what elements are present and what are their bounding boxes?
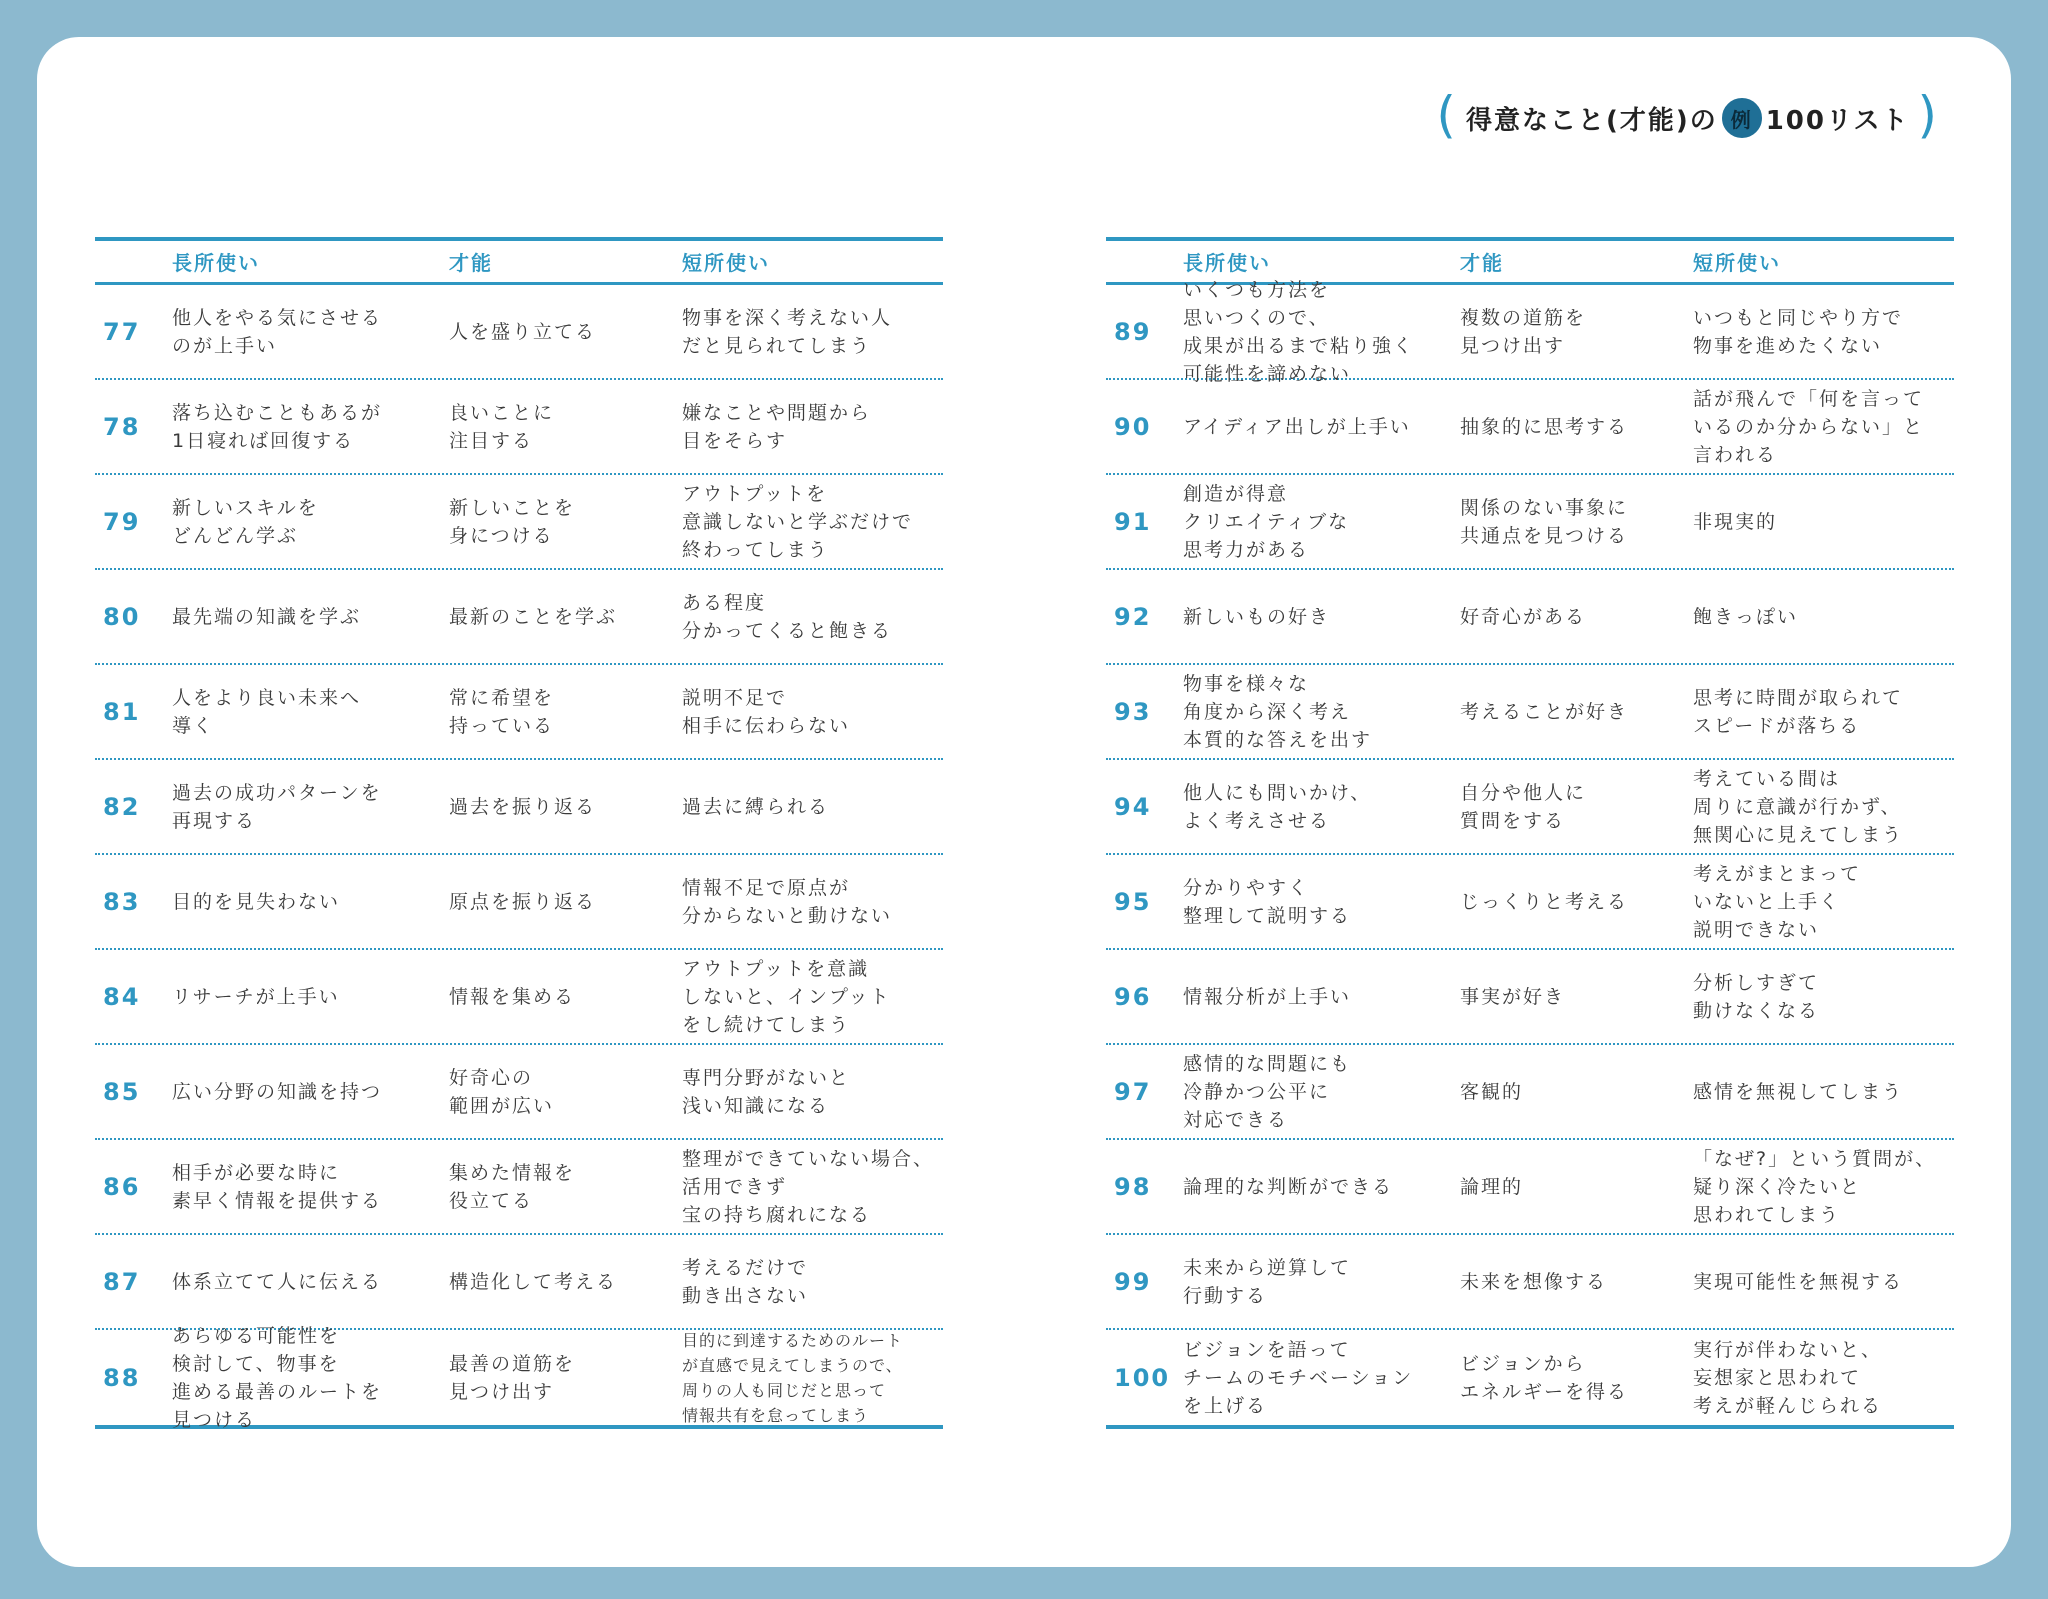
- weakness-use-cell: 実行が伴わないと、 妄想家と思われて 考えが軽んじられる: [1693, 1338, 1883, 1417]
- example-badge-label: 例: [1730, 107, 1753, 132]
- talent-cell: 考えることが好き: [1460, 700, 1629, 723]
- strength-use-cell: 最先端の知識を学ぶ: [172, 605, 362, 628]
- header-strong: 長所使い: [172, 251, 260, 275]
- row-number: 97: [1114, 1077, 1152, 1106]
- talent-cell: 客観的: [1460, 1080, 1524, 1103]
- talent-cell: 情報を集める: [449, 985, 576, 1008]
- row-number: 80: [103, 602, 141, 631]
- header-talent: 才能: [1460, 251, 1504, 275]
- row-number: 99: [1114, 1267, 1152, 1296]
- weakness-use-cell: 情報不足で原点が 分からないと動けない: [682, 876, 893, 927]
- strength-use-cell: リサーチが上手い: [172, 985, 340, 1008]
- weakness-use-cell: 説明不足で 相手に伝わらない: [682, 686, 851, 737]
- strength-use-cell: 人をより良い未来へ 導く: [172, 686, 362, 737]
- strength-use-cell: 落ち込むこともあるが 1日寝れば回復する: [172, 401, 383, 452]
- header-weak: 短所使い: [1693, 251, 1781, 275]
- strength-use-cell: 目的を見失わない: [172, 890, 341, 913]
- weakness-use-cell: ある程度 分かってくると飽きる: [682, 591, 893, 642]
- weakness-use-cell: 感情を無視してしまう: [1693, 1080, 1904, 1103]
- weakness-use-cell: 実現可能性を無視する: [1693, 1270, 1904, 1293]
- table-row: [95, 1235, 943, 1330]
- talent-cell: 事実が好き: [1460, 985, 1566, 1008]
- talent-cell: 複数の道筋を 見つけ出す: [1460, 306, 1587, 357]
- table-row: [95, 380, 943, 475]
- row-number: 94: [1114, 792, 1152, 821]
- header-strong: 長所使い: [1183, 251, 1271, 275]
- talent-cell: 原点を振り返る: [449, 890, 597, 913]
- weakness-use-cell: 嫌なことや問題から 目をそらす: [682, 401, 872, 452]
- row-number: 91: [1114, 507, 1152, 536]
- strength-use-cell: 新しいもの好き: [1183, 605, 1331, 628]
- book-spread: [37, 37, 2011, 1567]
- table-row: [95, 665, 943, 760]
- talent-cell: 構造化して考える: [449, 1270, 618, 1293]
- row-number: 86: [103, 1172, 141, 1201]
- strength-use-cell: 感情的な問題にも 冷静かつ公平に 対応できる: [1183, 1052, 1352, 1131]
- talent-cell: 常に希望を 持っている: [449, 686, 555, 737]
- talent-cell: 集めた情報を 役立てる: [449, 1161, 576, 1212]
- strength-use-cell: 創造が得意 クリエイティブな 思考力がある: [1183, 482, 1350, 561]
- title-text-after: 100リスト: [1765, 105, 1910, 136]
- row-number: 82: [103, 792, 141, 821]
- example-badge-icon: [1722, 98, 1762, 138]
- weakness-use-cell: 過去に縛られる: [682, 795, 830, 818]
- row-number: 87: [103, 1267, 141, 1296]
- strength-use-cell: 広い分野の知識を持つ: [172, 1080, 383, 1103]
- strength-use-cell: 論理的な判断ができる: [1183, 1175, 1394, 1198]
- table-row: [1106, 475, 1954, 570]
- table-row: [1106, 278, 1954, 385]
- strength-use-cell: 他人にも問いかけ、 よく考えさせる: [1183, 781, 1372, 832]
- strength-use-cell: 情報分析が上手い: [1183, 985, 1352, 1008]
- row-number: 88: [103, 1363, 141, 1392]
- table-row: [95, 950, 943, 1045]
- talent-cell: 過去を振り返る: [449, 795, 597, 818]
- row-number: 78: [103, 412, 141, 441]
- close-paren-decoration: ): [1917, 86, 1939, 144]
- weakness-use-cell: 考えがまとまって いないと上手く 説明できない: [1693, 862, 1862, 941]
- table-row: [95, 285, 943, 380]
- weakness-use-cell: いつもと同じやり方で 物事を進めたくない: [1693, 306, 1904, 357]
- weakness-use-cell: 思考に時間が取られて スピードが落ちる: [1693, 686, 1904, 737]
- strength-use-cell: 未来から逆算して 行動する: [1183, 1256, 1352, 1307]
- row-number: 79: [103, 507, 141, 536]
- row-number: 93: [1114, 697, 1152, 726]
- weakness-use-cell: 専門分野がないと 浅い知識になる: [682, 1066, 851, 1117]
- talent-cell: じっくりと考える: [1460, 890, 1629, 913]
- strength-use-cell: 分かりやすく 整理して説明する: [1183, 876, 1352, 927]
- talent-cell: ビジョンから エネルギーを得る: [1460, 1352, 1629, 1403]
- strength-use-cell: 体系立てて人に伝える: [172, 1270, 383, 1293]
- row-number: 92: [1114, 602, 1152, 631]
- talent-cell: 最善の道筋を 見つけ出す: [449, 1352, 576, 1403]
- row-number: 81: [103, 697, 141, 726]
- weakness-use-cell: 話が飛んで「何を言って いるのか分からない」と 言われる: [1693, 387, 1925, 466]
- row-number: 83: [103, 887, 141, 916]
- table-row: [95, 1324, 943, 1431]
- weakness-use-cell: 考えるだけで 動き出さない: [682, 1256, 809, 1307]
- row-number: 100: [1114, 1363, 1171, 1392]
- section-title: [1436, 86, 1939, 144]
- strength-use-cell: いくつも方法を 思いつくので、 成果が出るまで粘り強く 可能性を諦めない: [1183, 278, 1415, 385]
- strength-use-cell: 物事を様々な 角度から深く考え 本質的な答えを出す: [1183, 672, 1373, 751]
- table-row: [95, 1140, 943, 1235]
- table-row: [95, 760, 943, 855]
- weakness-use-cell: 飽きっぽい: [1693, 605, 1799, 628]
- weakness-use-cell: 考えている間は 周りに意識が行かず、 無関心に見えてしまう: [1693, 767, 1904, 846]
- talent-cell: 未来を想像する: [1460, 1270, 1608, 1293]
- row-number: 85: [103, 1077, 141, 1106]
- talent-cell: 関係のない事象に 共通点を見つける: [1460, 496, 1629, 547]
- row-number: 77: [103, 317, 141, 346]
- table-row: [1106, 1045, 1954, 1140]
- row-number: 95: [1114, 887, 1152, 916]
- talent-table-left: [95, 237, 943, 1429]
- talent-cell: 好奇心がある: [1460, 605, 1587, 628]
- talent-cell: 良いことに 注目する: [449, 401, 555, 452]
- weakness-use-cell: アウトプットを 意識しないと学ぶだけで 終わってしまう: [682, 482, 914, 561]
- weakness-use-cell: 整理ができていない場合、 活用できず 宝の持ち腐れになる: [682, 1147, 935, 1226]
- header-talent: 才能: [449, 251, 493, 275]
- strength-use-cell: 他人をやる気にさせる のが上手い: [172, 306, 383, 357]
- strength-use-cell: あらゆる可能性を 検討して、物事を 進める最善のルートを 見つける: [172, 1324, 383, 1431]
- talent-cell: 論理的: [1460, 1175, 1524, 1198]
- row-number: 84: [103, 982, 141, 1011]
- talent-cell: 人を盛り立てる: [449, 320, 597, 343]
- weakness-use-cell: 目的に到達するためのルート が直感で見えてしまうので、 周りの人も同じだと思って 情報共有を怠ってしまう: [682, 1330, 904, 1425]
- table-row: [1106, 760, 1954, 855]
- table-row: [1106, 380, 1954, 475]
- table-row: [1106, 665, 1954, 760]
- table-header: [95, 241, 943, 285]
- strength-use-cell: ビジョンを語って チームのモチベーション を上げる: [1183, 1338, 1414, 1417]
- table-row: [95, 570, 943, 665]
- strength-use-cell: 過去の成功パターンを 再現する: [172, 781, 382, 832]
- table-row: [1106, 950, 1954, 1045]
- talent-cell: 自分や他人に 質問をする: [1460, 781, 1587, 832]
- strength-use-cell: 新しいスキルを どんどん学ぶ: [172, 496, 319, 547]
- row-number: 96: [1114, 982, 1152, 1011]
- talent-cell: 新しいことを 身につける: [449, 496, 576, 547]
- weakness-use-cell: 分析しすぎて 動けなくなる: [1693, 971, 1820, 1022]
- table-row: [95, 855, 943, 950]
- weakness-use-cell: 「なぜ?」という質問が、 疑り深く冷たいと 思われてしまう: [1693, 1147, 1937, 1226]
- table-row: [1106, 1235, 1954, 1330]
- row-number: 89: [1114, 317, 1152, 346]
- row-number: 90: [1114, 412, 1152, 441]
- row-number: 98: [1114, 1172, 1152, 1201]
- talent-table-right: [1106, 237, 1954, 1429]
- open-paren-decoration: (: [1436, 86, 1458, 144]
- talent-cell: 最新のことを学ぶ: [449, 605, 618, 628]
- table-row: [95, 475, 943, 570]
- strength-use-cell: 相手が必要な時に 素早く情報を提供する: [172, 1161, 383, 1212]
- header-weak: 短所使い: [682, 251, 770, 275]
- table-row: [1106, 570, 1954, 665]
- talent-cell: 好奇心の 範囲が広い: [449, 1066, 555, 1117]
- table-row: [1106, 855, 1954, 950]
- strength-use-cell: アイディア出しが上手い: [1183, 415, 1411, 438]
- weakness-use-cell: 非現実的: [1693, 510, 1778, 533]
- weakness-use-cell: 物事を深く考えない人 だと見られてしまう: [682, 306, 893, 357]
- table-row: [1106, 1140, 1954, 1235]
- talent-cell: 抽象的に思考する: [1460, 415, 1629, 438]
- weakness-use-cell: アウトプットを意識 しないと、インプット をし続けてしまう: [682, 957, 891, 1036]
- table-row: [1106, 1330, 1954, 1425]
- title-text-before: 得意なこと(才能)の: [1465, 105, 1718, 136]
- table-row: [95, 1045, 943, 1140]
